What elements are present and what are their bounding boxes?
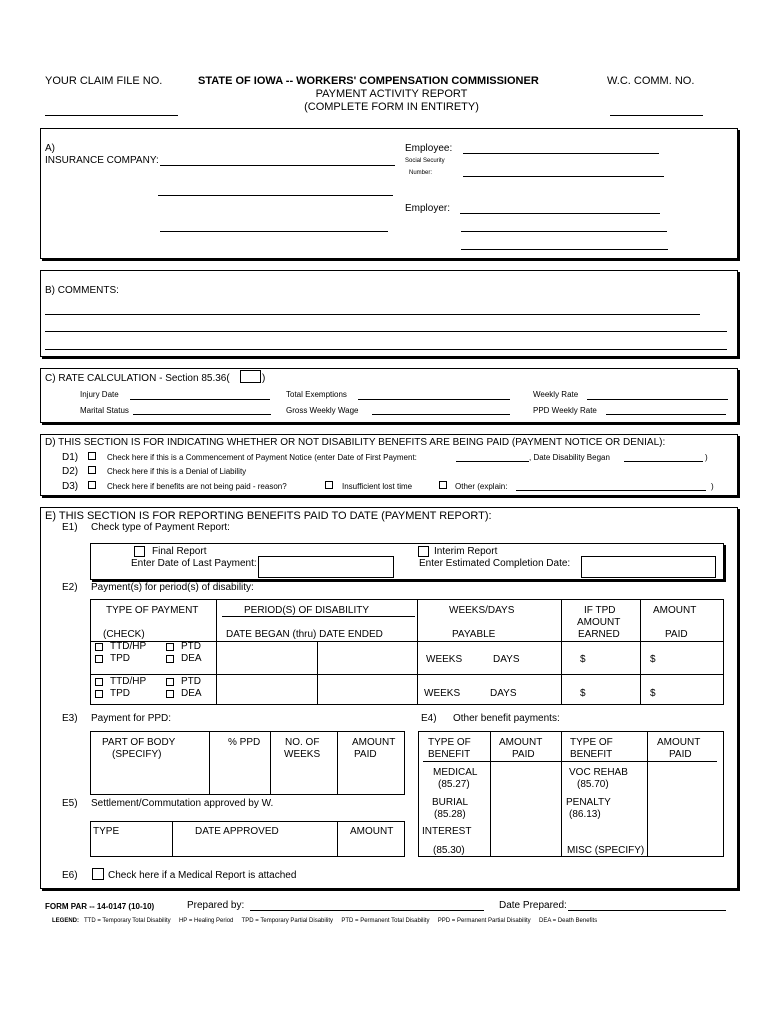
d1-end: ) <box>705 453 708 462</box>
total-exemptions-label: Total Exemptions <box>286 390 347 399</box>
penalty-label: PENALTY <box>566 797 611 808</box>
d2-text: Check here if this is a Denial of Liability <box>107 467 247 476</box>
comments-line2[interactable] <box>45 331 727 332</box>
row2-weeks: WEEKS <box>424 688 461 699</box>
e5-text: Settlement/Commutation approved by W. <box>91 798 274 809</box>
e4-paid-header-2: PAID <box>669 749 692 760</box>
row1-tpd-dollar: $ <box>580 654 586 665</box>
rate-calc-title: C) RATE CALCULATION - Section 85.36( <box>45 373 230 384</box>
payable-header: PAYABLE <box>452 629 496 640</box>
row2-ttd-label: TTD/HP <box>110 676 147 687</box>
type-header: TYPE <box>93 826 120 837</box>
comments-line1[interactable] <box>45 314 700 315</box>
d1-mid: , Date Disability Began <box>529 453 610 462</box>
benefit-header: BENEFIT <box>428 749 471 760</box>
last-payment-label: Enter Date of Last Payment: <box>131 558 257 569</box>
e3-label: E3) <box>62 713 78 724</box>
ssn-label: Social Security <box>405 158 445 164</box>
section-a-letter: A) <box>45 143 55 154</box>
ppd-weekly-rate-label: PPD Weekly Rate <box>533 406 597 415</box>
prepared-by-label: Prepared by: <box>187 900 245 911</box>
part-of-body-header: PART OF BODY <box>102 737 176 748</box>
medical-report-checkbox[interactable] <box>92 868 104 880</box>
paid-header: PAID <box>665 629 688 640</box>
gross-weekly-wage-label: Gross Weekly Wage <box>286 406 359 415</box>
type-of-payment-header: TYPE OF PAYMENT <box>106 605 199 616</box>
earned-header: EARNED <box>578 629 620 640</box>
ppd-amount-header: AMOUNT <box>352 737 396 748</box>
interim-report-label: Interim Report <box>434 546 498 557</box>
employer-line2[interactable] <box>461 231 667 232</box>
final-report-checkbox[interactable] <box>134 546 145 557</box>
date-prepared-input[interactable] <box>568 910 726 911</box>
if-tpd-header: IF TPD <box>584 605 616 616</box>
type-of-header-2: TYPE OF <box>570 737 613 748</box>
rate-calc-close: ) <box>262 373 266 384</box>
d1-checkbox[interactable] <box>88 452 96 460</box>
weekly-rate-label: Weekly Rate <box>533 390 579 399</box>
d2-label: D2) <box>62 466 79 477</box>
comments-line3[interactable] <box>45 349 727 350</box>
date-approved-header: DATE APPROVED <box>195 826 279 837</box>
row1-tpd-checkbox[interactable] <box>95 655 103 663</box>
insurance-company-line3[interactable] <box>160 231 388 232</box>
legend-label: LEGEND: <box>52 918 79 924</box>
d3-end: ) <box>711 482 714 491</box>
e3-text: Payment for PPD: <box>91 713 172 724</box>
burial-label: BURIAL <box>432 797 469 808</box>
ssn-number-label: Number: <box>409 170 433 176</box>
form-number: FORM PAR -- 14-0147 (10-10) <box>45 902 155 911</box>
first-payment-input[interactable] <box>456 461 529 462</box>
e4-amount-header-2: AMOUNT <box>657 737 701 748</box>
amount-header: AMOUNT <box>653 605 697 616</box>
total-exemptions-input[interactable] <box>358 399 510 400</box>
completion-date-label: Enter Estimated Completion Date: <box>419 558 571 569</box>
type-of-header: TYPE OF <box>428 737 471 748</box>
e5-label: E5) <box>62 798 78 809</box>
e1-label: E1) <box>62 522 78 533</box>
interim-report-checkbox[interactable] <box>418 546 429 557</box>
claim-file-label: YOUR CLAIM FILE NO. <box>45 75 163 87</box>
ppd-paid-header: PAID <box>354 749 377 760</box>
insurance-company-label: INSURANCE COMPANY: <box>45 155 159 166</box>
row1-dea-checkbox[interactable] <box>166 655 174 663</box>
e1-text: Check type of Payment Report: <box>91 522 230 533</box>
penalty-code: (86.13) <box>569 809 601 820</box>
e2-label: E2) <box>62 582 78 593</box>
row1-ttd-checkbox[interactable] <box>95 643 103 651</box>
comments-label: B) COMMENTS: <box>45 285 119 296</box>
pct-ppd-header: % PPD <box>228 737 261 748</box>
section-d-title: D) THIS SECTION IS FOR INDICATING WHETHER OR NOT DISABILITY BENEFITS ARE BEING PAID (PAYMENT NOTICE OR DENIAL): <box>45 437 666 448</box>
row2-ptd-label: PTD <box>181 676 201 687</box>
gross-weekly-wage-input[interactable] <box>372 414 510 415</box>
row1-dea-label: DEA <box>181 653 202 664</box>
legend-text: TTD = Temporary Total Disability HP = Healing Period TPD = Temporary Partial Disability PTD = Permanent Total Disability PPD = Permanent Partial Disability DEA = Death Benefits <box>84 918 598 924</box>
comm-no-label: W.C. COMM. NO. <box>607 75 695 87</box>
row1-amount-dollar: $ <box>650 654 656 665</box>
benefit-header-2: BENEFIT <box>570 749 613 760</box>
e6-text: Check here if a Medical Report is attached <box>108 870 297 881</box>
row2-ptd-checkbox[interactable] <box>166 678 174 686</box>
disability-began-input[interactable] <box>624 461 703 462</box>
date-prepared-label: Date Prepared: <box>499 900 567 911</box>
interest-label: INTEREST <box>422 826 472 837</box>
section-e-title: E) THIS SECTION IS FOR REPORTING BENEFITS PAID TO DATE (PAYMENT REPORT): <box>45 510 492 522</box>
e4-label: E4) <box>421 713 437 724</box>
row2-dea-label: DEA <box>181 688 202 699</box>
insurance-company-line1[interactable] <box>160 165 395 166</box>
comm-no-input[interactable] <box>610 115 703 116</box>
row2-tpd-checkbox[interactable] <box>95 690 103 698</box>
form-instruction: (COMPLETE FORM IN ENTIRETY) <box>304 101 479 113</box>
row1-ptd-checkbox[interactable] <box>166 643 174 651</box>
final-report-label: Final Report <box>152 546 207 557</box>
row2-tpd-dollar: $ <box>580 688 586 699</box>
d3-checkbox[interactable] <box>88 481 96 489</box>
employee-input[interactable] <box>463 153 659 154</box>
row1-tpd-label: TPD <box>110 653 130 664</box>
check-header: (CHECK) <box>103 629 145 640</box>
marital-status-input[interactable] <box>133 414 271 415</box>
section-a <box>40 128 738 259</box>
employee-label: Employee: <box>405 143 453 154</box>
d3-text: Check here if benefits are not being paid - reason? <box>107 482 287 491</box>
d1-label: D1) <box>62 452 79 463</box>
other-checkbox[interactable] <box>439 481 447 489</box>
insurance-company-line2[interactable] <box>158 195 393 196</box>
section-number-input[interactable] <box>240 370 261 383</box>
row2-amount-dollar: $ <box>650 688 656 699</box>
row1-ttd-label: TTD/HP <box>110 641 147 652</box>
tpd-amount-header: AMOUNT <box>577 617 621 628</box>
ssn-input[interactable] <box>463 176 664 177</box>
d2-checkbox[interactable] <box>88 466 96 474</box>
injury-date-input[interactable] <box>130 399 270 400</box>
periods-header: PERIOD(S) OF DISABILITY <box>244 605 370 616</box>
voc-rehab-code: (85.70) <box>577 779 609 790</box>
row2-ttd-checkbox[interactable] <box>95 678 103 686</box>
form-subtitle: PAYMENT ACTIVITY REPORT <box>315 88 468 100</box>
misc-label: MISC (SPECIFY) <box>567 845 645 856</box>
row1-ptd-label: PTD <box>181 641 201 652</box>
e4-paid-header: PAID <box>512 749 535 760</box>
row2-dea-checkbox[interactable] <box>166 690 174 698</box>
employer-line3[interactable] <box>461 249 668 250</box>
row2-days: DAYS <box>490 688 517 699</box>
d3-label: D3) <box>62 481 79 492</box>
other-label: Other (explain: <box>455 482 508 491</box>
injury-date-label: Injury Date <box>80 390 119 399</box>
row1-weeks: WEEKS <box>426 654 463 665</box>
medical-label: MEDICAL <box>433 767 478 778</box>
weekly-rate-input[interactable] <box>587 399 728 400</box>
burial-code: (85.28) <box>434 809 466 820</box>
employer-label: Employer: <box>405 203 451 214</box>
medical-code: (85.27) <box>438 779 470 790</box>
weeks-days-header: WEEKS/DAYS <box>449 605 515 616</box>
employer-input[interactable] <box>460 213 660 214</box>
e4-text: Other benefit payments: <box>453 713 560 724</box>
marital-status-label: Marital Status <box>80 406 129 415</box>
specify-header: (SPECIFY) <box>112 749 162 760</box>
voc-rehab-label: VOC REHAB <box>569 767 628 778</box>
other-explain-input[interactable] <box>516 490 706 491</box>
e4-amount-header: AMOUNT <box>499 737 543 748</box>
completion-date-input[interactable] <box>581 556 716 578</box>
row2-tpd-label: TPD <box>110 688 130 699</box>
row1-days: DAYS <box>493 654 520 665</box>
date-began-header: DATE BEGAN (thru) DATE ENDED <box>226 629 383 640</box>
insufficient-label: Insufficient lost time <box>342 482 413 491</box>
ppd-weekly-rate-input[interactable] <box>606 414 726 415</box>
last-payment-input[interactable] <box>258 556 394 578</box>
settlement-amount-header: AMOUNT <box>350 826 394 837</box>
claim-file-input[interactable] <box>45 115 178 116</box>
prepared-by-input[interactable] <box>250 910 484 911</box>
form-title: STATE OF IOWA -- WORKERS' COMPENSATION COMMISSIONER <box>198 75 539 87</box>
e2-text: Payment(s) for period(s) of disability: <box>91 582 254 593</box>
no-of-header: NO. OF <box>285 737 320 748</box>
insufficient-checkbox[interactable] <box>325 481 333 489</box>
weeks-header: WEEKS <box>284 749 321 760</box>
d1-text: Check here if this is a Commencement of Payment Notice (enter Date of First Payment: <box>107 453 417 462</box>
e6-label: E6) <box>62 870 78 881</box>
interest-code: (85.30) <box>433 845 465 856</box>
